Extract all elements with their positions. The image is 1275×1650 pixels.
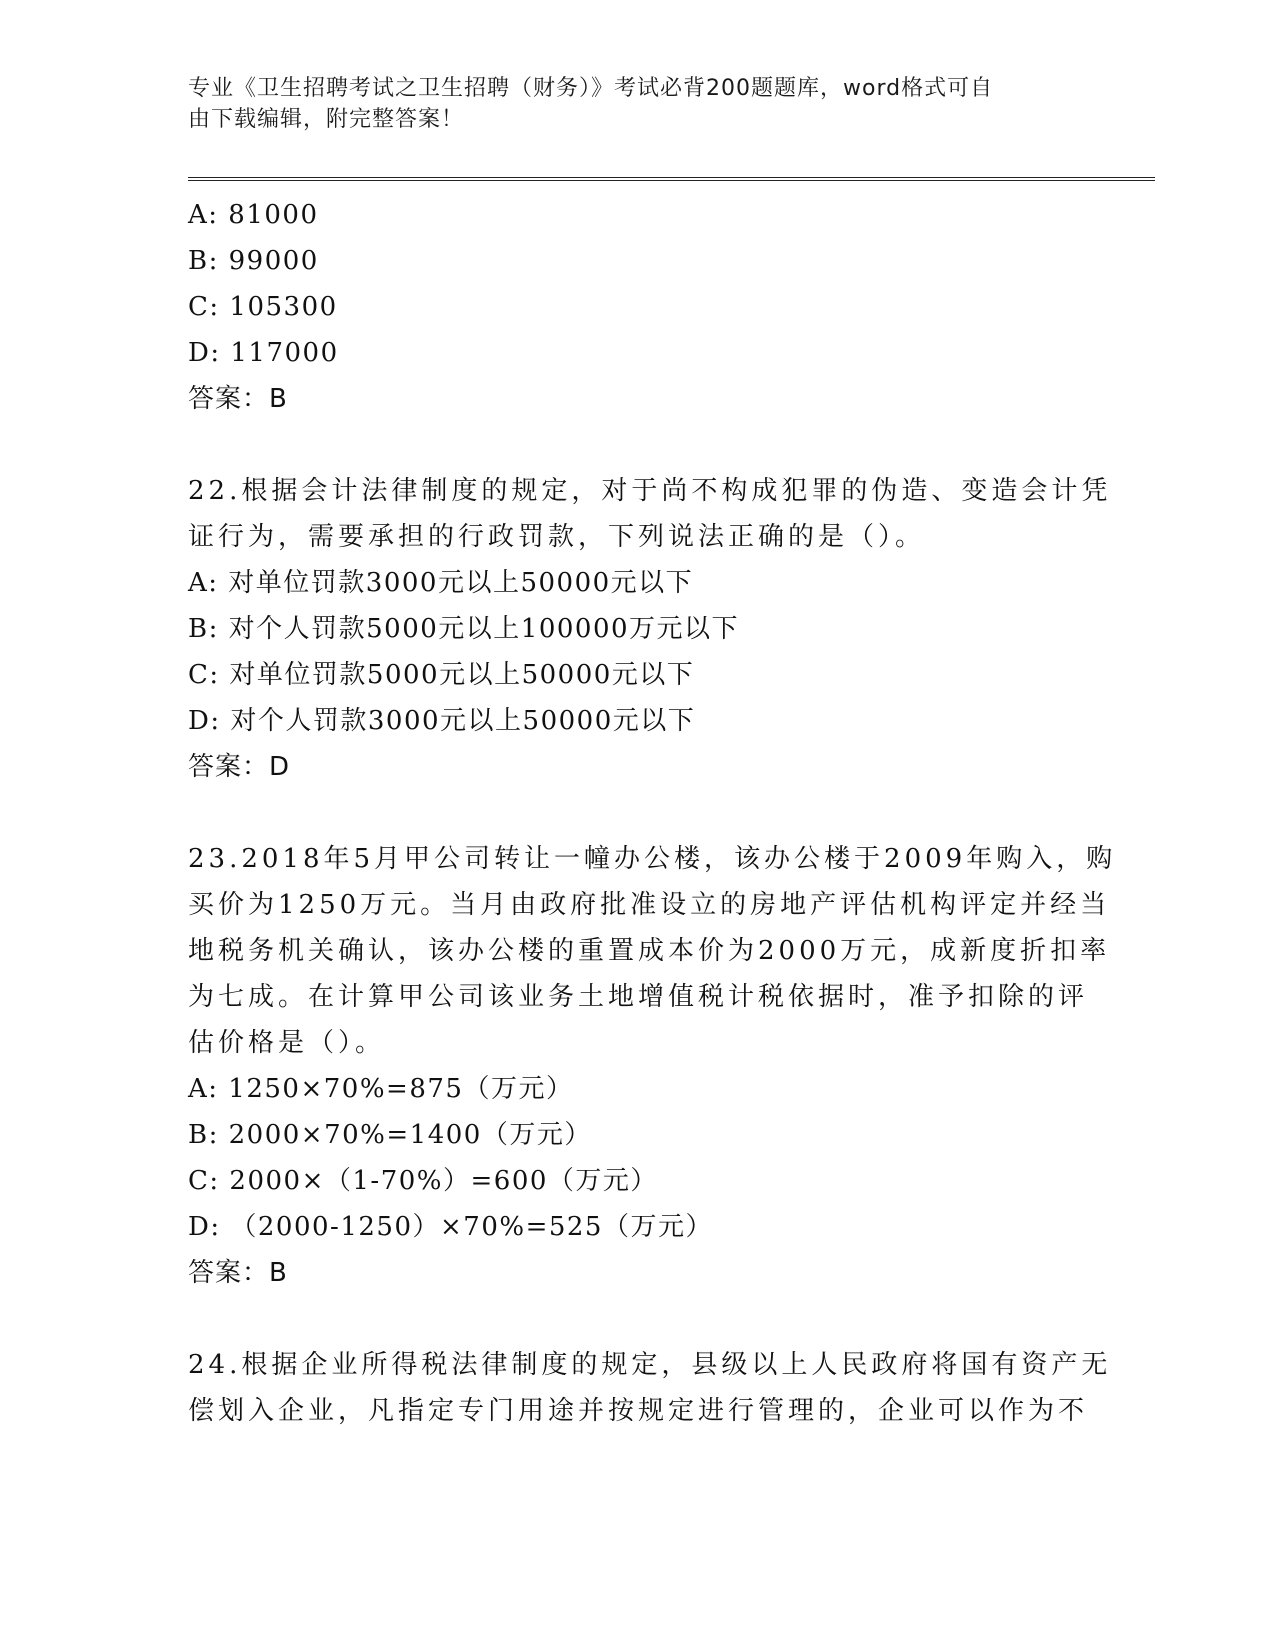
question-24 (188, 1342, 1112, 1434)
question-stem-line: 估价格是（）。 (188, 1028, 386, 1058)
option-a: A: 81000 (188, 200, 319, 230)
question-stem-line: 23.2018年5月甲公司转让一幢办公楼，该办公楼于2009年购入，购 (188, 844, 1117, 874)
question-stem-line: 22.根据会计法律制度的规定，对于尚不构成犯罪的伪造、变造会计凭 (188, 476, 1112, 506)
answer-21: 答案：B (188, 384, 288, 414)
spacer (188, 422, 1088, 468)
answer-23: 答案：B (188, 1258, 288, 1288)
question-22 (188, 468, 1112, 744)
option-b: B: 对个人罚款5000元以上100000万元以下 (188, 614, 740, 644)
option-a: A: 对单位罚款3000元以上50000元以下 (188, 568, 694, 598)
option-d: D: 对个人罚款3000元以上50000元以下 (188, 706, 696, 736)
question-stem-line: 证行为，需要承担的行政罚款，下列说法正确的是（）。 (188, 522, 926, 552)
option-d: D: 117000 (188, 338, 339, 368)
option-b: B: 99000 (188, 246, 319, 276)
question-stem-line: 24.根据企业所得税法律制度的规定，县级以上人民政府将国有资产无 (188, 1350, 1112, 1380)
option-a: A: 1250×70%=875（万元） (188, 1074, 574, 1104)
option-c: C: 对单位罚款5000元以上50000元以下 (188, 660, 695, 690)
question-21-options (188, 192, 1088, 376)
header-divider (188, 177, 1155, 181)
option-c: C: 105300 (188, 292, 338, 322)
spacer (188, 790, 1088, 836)
document-header (188, 73, 1068, 135)
question-stem-line: 为七成。在计算甲公司该业务土地增值税计税依据时，准予扣除的评 (188, 982, 1089, 1012)
spacer (188, 1296, 1088, 1342)
question-stem-line: 偿划入企业，凡指定专门用途并按规定进行管理的，企业可以作为不 (188, 1396, 1089, 1426)
question-stem-line: 地税务机关确认，该办公楼的重置成本价为2000万元，成新度折扣率 (188, 936, 1111, 966)
question-stem-line: 买价为1250万元。当月由政府批准设立的房地产评估机构评定并经当 (188, 890, 1111, 920)
option-c: C: 2000×（1-70%）=600（万元） (188, 1166, 658, 1196)
option-d: D: （2000-1250）×70%=525（万元） (188, 1212, 713, 1242)
answer-22: 答案：D (188, 752, 291, 782)
document-body (188, 192, 1117, 1434)
header-line-1: 专业《卫生招聘考试之卫生招聘（财务）》考试必背200题题库，word格式可自 (188, 76, 994, 101)
option-b: B: 2000×70%=1400（万元） (188, 1120, 592, 1150)
question-23 (188, 836, 1117, 1250)
header-line-2: 由下载编辑，附完整答案！ (188, 107, 465, 132)
